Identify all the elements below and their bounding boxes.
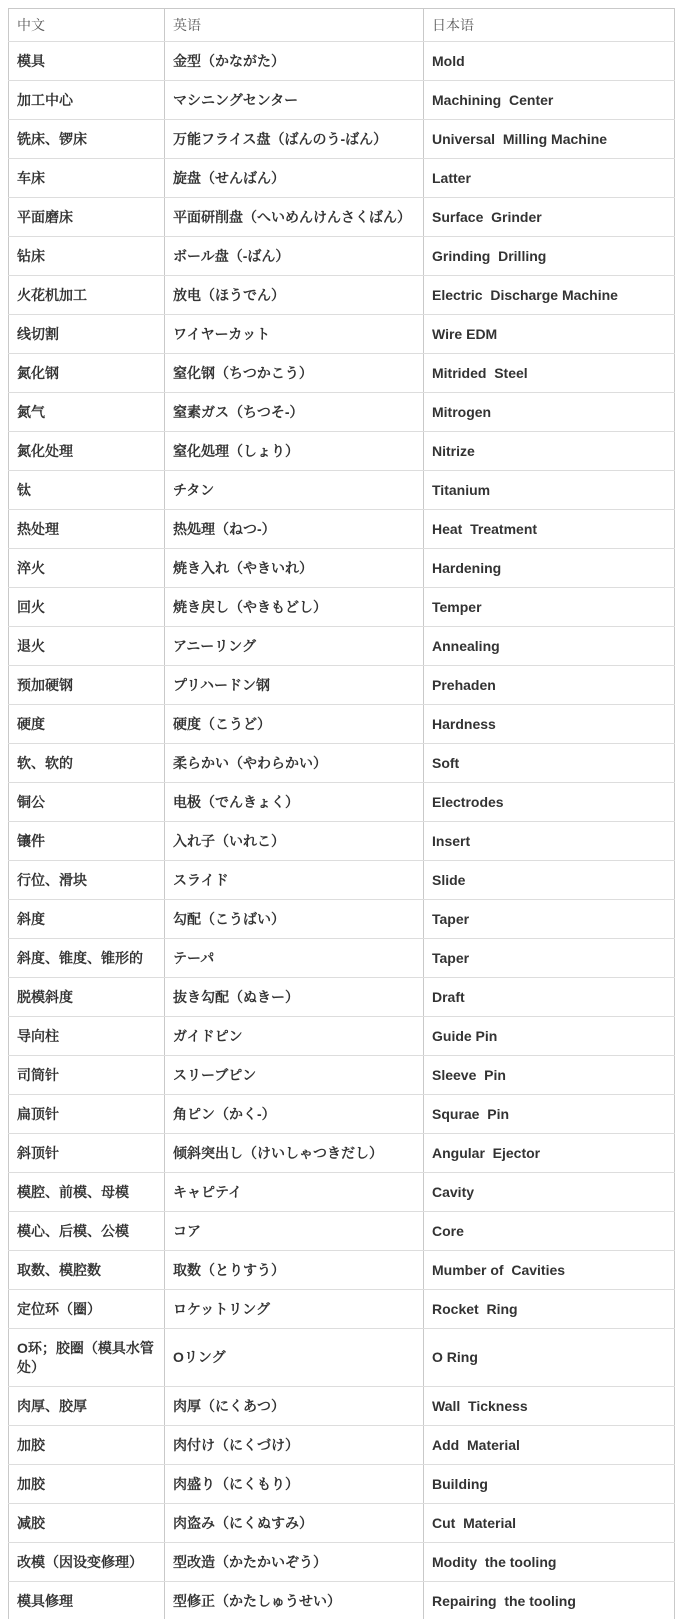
table-row xyxy=(9,1290,675,1329)
chinese-term-cell: 斜度、锥度、锥形的 xyxy=(9,939,165,978)
english-term-cell: Cavity xyxy=(424,1173,675,1212)
english-term-cell: Electrodes xyxy=(424,783,675,822)
english-term-cell: Mitrided Steel xyxy=(424,354,675,393)
japanese-term-cell: ボール盘（-ばん） xyxy=(165,237,424,276)
table-row xyxy=(9,198,675,237)
japanese-term-cell: 窒素ガス（ちつそ-） xyxy=(165,393,424,432)
english-term-cell: Core xyxy=(424,1212,675,1251)
english-term-cell: Squrae Pin xyxy=(424,1095,675,1134)
translation-term-table xyxy=(8,8,675,1619)
japanese-term-cell: 窒化処理（しょり） xyxy=(165,432,424,471)
table-row xyxy=(9,783,675,822)
japanese-term-cell: 热処理（ねつ-） xyxy=(165,510,424,549)
japanese-term-cell: 肉盗み（にくぬすみ） xyxy=(165,1504,424,1543)
table-row xyxy=(9,81,675,120)
english-term-cell: Temper xyxy=(424,588,675,627)
japanese-term-cell: 窒化钢（ちつかこう） xyxy=(165,354,424,393)
chinese-term-cell: 氮化钢 xyxy=(9,354,165,393)
chinese-term-cell: 脱模斜度 xyxy=(9,978,165,1017)
japanese-term-cell: 金型（かながた） xyxy=(165,42,424,81)
chinese-term-cell: 扁顶针 xyxy=(9,1095,165,1134)
english-term-cell: Sleeve Pin xyxy=(424,1056,675,1095)
table-body xyxy=(9,42,675,1619)
chinese-term-cell: 软、软的 xyxy=(9,744,165,783)
chinese-term-cell: O环；胶圈（模具水管处） xyxy=(9,1329,165,1387)
table-row xyxy=(9,1251,675,1290)
english-term-cell: Guide Pin xyxy=(424,1017,675,1056)
english-term-cell: O Ring xyxy=(424,1329,675,1387)
table-row xyxy=(9,1329,675,1387)
chinese-term-cell: 模心、后模、公模 xyxy=(9,1212,165,1251)
english-term-cell: Cut Material xyxy=(424,1504,675,1543)
english-term-cell: Building xyxy=(424,1465,675,1504)
chinese-term-cell: 模腔、前模、母模 xyxy=(9,1173,165,1212)
japanese-term-cell: 抜き勾配（ぬきー） xyxy=(165,978,424,1017)
english-term-cell: Wall Tickness xyxy=(424,1387,675,1426)
english-term-cell: Add Material xyxy=(424,1426,675,1465)
chinese-term-cell: 火花机加工 xyxy=(9,276,165,315)
english-term-cell: Electric Discharge Machine xyxy=(424,276,675,315)
chinese-term-cell: 钛 xyxy=(9,471,165,510)
chinese-term-cell: 预加硬钢 xyxy=(9,666,165,705)
column-header-chinese: 中文 xyxy=(9,9,165,42)
japanese-term-cell: 万能フライス盘（ばんのう-ばん） xyxy=(165,120,424,159)
table-row xyxy=(9,1212,675,1251)
chinese-term-cell: 司筒针 xyxy=(9,1056,165,1095)
table-row xyxy=(9,1465,675,1504)
english-term-cell: Angular Ejector xyxy=(424,1134,675,1173)
japanese-term-cell: 肉付け（にくづけ） xyxy=(165,1426,424,1465)
chinese-term-cell: 淬火 xyxy=(9,549,165,588)
chinese-term-cell: 模具修理 xyxy=(9,1582,165,1619)
english-term-cell: Repairing the tooling xyxy=(424,1582,675,1619)
chinese-term-cell: 热处理 xyxy=(9,510,165,549)
english-term-cell: Mumber of Cavities xyxy=(424,1251,675,1290)
chinese-term-cell: 模具 xyxy=(9,42,165,81)
chinese-term-cell: 定位环（圈） xyxy=(9,1290,165,1329)
table-row xyxy=(9,744,675,783)
table-row xyxy=(9,861,675,900)
chinese-term-cell: 肉厚、胶厚 xyxy=(9,1387,165,1426)
english-term-cell: Grinding Drilling xyxy=(424,237,675,276)
table-header-row xyxy=(9,9,675,42)
table-row xyxy=(9,237,675,276)
english-term-cell: Insert xyxy=(424,822,675,861)
english-term-cell: Prehaden xyxy=(424,666,675,705)
english-term-cell: Taper xyxy=(424,900,675,939)
english-term-cell: Slide xyxy=(424,861,675,900)
table-row xyxy=(9,588,675,627)
japanese-term-cell: 型修正（かたしゅうせい） xyxy=(165,1582,424,1619)
table-row xyxy=(9,1504,675,1543)
english-term-cell: Titanium xyxy=(424,471,675,510)
english-term-cell: Hardening xyxy=(424,549,675,588)
japanese-term-cell: アニーリング xyxy=(165,627,424,666)
english-term-cell: Soft xyxy=(424,744,675,783)
english-term-cell: Rocket Ring xyxy=(424,1290,675,1329)
english-term-cell: Mitrogen xyxy=(424,393,675,432)
column-header-english-label: 英语 xyxy=(165,9,424,42)
chinese-term-cell: 加胶 xyxy=(9,1465,165,1504)
table-row xyxy=(9,354,675,393)
japanese-term-cell: 肉盛り（にくもり） xyxy=(165,1465,424,1504)
japanese-term-cell: 柔らかい（やわらかい） xyxy=(165,744,424,783)
table-row xyxy=(9,393,675,432)
chinese-term-cell: 车床 xyxy=(9,159,165,198)
english-term-cell: Annealing xyxy=(424,627,675,666)
japanese-term-cell: マシニングセンター xyxy=(165,81,424,120)
table-row xyxy=(9,705,675,744)
chinese-term-cell: 硬度 xyxy=(9,705,165,744)
japanese-term-cell: チタン xyxy=(165,471,424,510)
english-term-cell: Hardness xyxy=(424,705,675,744)
chinese-term-cell: 氮化处理 xyxy=(9,432,165,471)
english-term-cell: Heat Treatment xyxy=(424,510,675,549)
chinese-term-cell: 行位、滑块 xyxy=(9,861,165,900)
table-row xyxy=(9,1173,675,1212)
chinese-term-cell: 斜顶针 xyxy=(9,1134,165,1173)
table-row xyxy=(9,900,675,939)
english-term-cell: Latter xyxy=(424,159,675,198)
chinese-term-cell: 镶件 xyxy=(9,822,165,861)
chinese-term-cell: 改模（因设变修理） xyxy=(9,1543,165,1582)
japanese-term-cell: 倾斜突出し（けいしゃつきだし） xyxy=(165,1134,424,1173)
japanese-term-cell: 取数（とりすう） xyxy=(165,1251,424,1290)
table-row xyxy=(9,1056,675,1095)
chinese-term-cell: 斜度 xyxy=(9,900,165,939)
japanese-term-cell: テーパ xyxy=(165,939,424,978)
table-row xyxy=(9,1582,675,1619)
japanese-term-cell: プリハードン钢 xyxy=(165,666,424,705)
table-row xyxy=(9,1095,675,1134)
japanese-term-cell: 焼き戻し（やきもどし） xyxy=(165,588,424,627)
chinese-term-cell: 线切割 xyxy=(9,315,165,354)
japanese-term-cell: Oリング xyxy=(165,1329,424,1387)
table-row xyxy=(9,1426,675,1465)
chinese-term-cell: 导向柱 xyxy=(9,1017,165,1056)
japanese-term-cell: スリーブピン xyxy=(165,1056,424,1095)
table-row xyxy=(9,822,675,861)
english-term-cell: Nitrize xyxy=(424,432,675,471)
japanese-term-cell: キャピテイ xyxy=(165,1173,424,1212)
table-row xyxy=(9,42,675,81)
english-term-cell: Modity the tooling xyxy=(424,1543,675,1582)
table-row xyxy=(9,1134,675,1173)
japanese-term-cell: ワイヤーカット xyxy=(165,315,424,354)
japanese-term-cell: コア xyxy=(165,1212,424,1251)
chinese-term-cell: 钻床 xyxy=(9,237,165,276)
table-row xyxy=(9,315,675,354)
table-row xyxy=(9,1387,675,1426)
japanese-term-cell: 放电（ほうでん） xyxy=(165,276,424,315)
japanese-term-cell: 电极（でんきょく） xyxy=(165,783,424,822)
english-term-cell: Surface Grinder xyxy=(424,198,675,237)
table-row xyxy=(9,627,675,666)
chinese-term-cell: 铣床、锣床 xyxy=(9,120,165,159)
chinese-term-cell: 平面磨床 xyxy=(9,198,165,237)
japanese-term-cell: 角ピン（かく-） xyxy=(165,1095,424,1134)
table-row xyxy=(9,432,675,471)
table-row xyxy=(9,939,675,978)
chinese-term-cell: 加胶 xyxy=(9,1426,165,1465)
table-row xyxy=(9,978,675,1017)
table-row xyxy=(9,471,675,510)
column-header-japanese-label: 日本语 xyxy=(424,9,675,42)
table-row xyxy=(9,549,675,588)
japanese-term-cell: 肉厚（にくあつ） xyxy=(165,1387,424,1426)
japanese-term-cell: 平面研削盘（へいめんけんさくばん） xyxy=(165,198,424,237)
japanese-term-cell: 型改造（かたかいぞう） xyxy=(165,1543,424,1582)
english-term-cell: Universal Milling Machine xyxy=(424,120,675,159)
chinese-term-cell: 氮气 xyxy=(9,393,165,432)
english-term-cell: Mold xyxy=(424,42,675,81)
chinese-term-cell: 取数、模腔数 xyxy=(9,1251,165,1290)
japanese-term-cell: ガイドピン xyxy=(165,1017,424,1056)
english-term-cell: Draft xyxy=(424,978,675,1017)
table-row xyxy=(9,276,675,315)
chinese-term-cell: 退火 xyxy=(9,627,165,666)
japanese-term-cell: 勾配（こうばい） xyxy=(165,900,424,939)
table-row xyxy=(9,510,675,549)
japanese-term-cell: ロケットリング xyxy=(165,1290,424,1329)
japanese-term-cell: 硬度（こうど） xyxy=(165,705,424,744)
english-term-cell: Machining Center xyxy=(424,81,675,120)
table-row xyxy=(9,1543,675,1582)
chinese-term-cell: 加工中心 xyxy=(9,81,165,120)
japanese-term-cell: スライド xyxy=(165,861,424,900)
table-row xyxy=(9,666,675,705)
japanese-term-cell: 焼き入れ（やきいれ） xyxy=(165,549,424,588)
table-row xyxy=(9,120,675,159)
japanese-term-cell: 旋盘（せんばん） xyxy=(165,159,424,198)
table-row xyxy=(9,1017,675,1056)
table-row xyxy=(9,159,675,198)
japanese-term-cell: 入れ子（いれこ） xyxy=(165,822,424,861)
english-term-cell: Taper xyxy=(424,939,675,978)
chinese-term-cell: 减胶 xyxy=(9,1504,165,1543)
english-term-cell: Wire EDM xyxy=(424,315,675,354)
chinese-term-cell: 回火 xyxy=(9,588,165,627)
chinese-term-cell: 铜公 xyxy=(9,783,165,822)
